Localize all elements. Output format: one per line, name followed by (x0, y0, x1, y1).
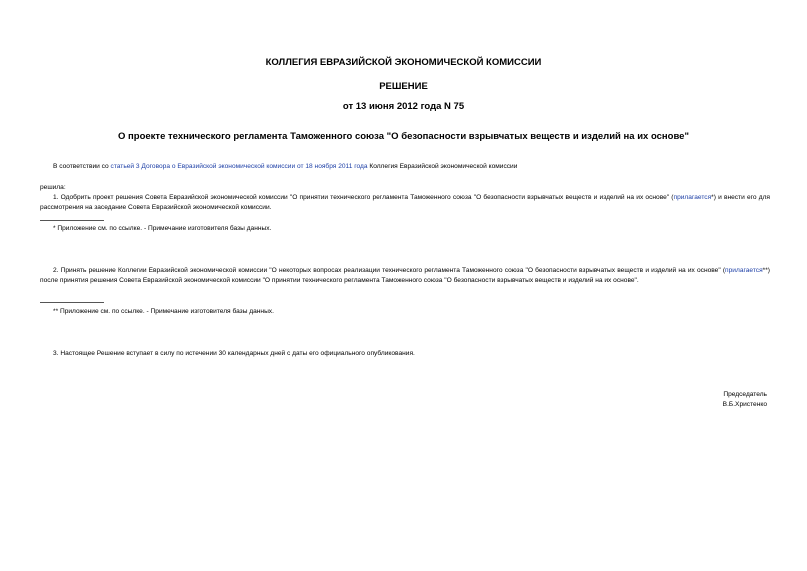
item-1-text-before: 1. Одобрить проект решения Совета Евразийской экономической комиссии "О принятии технического регламента Таможенного союза "О безопасности взрывчатых веществ и изделий на их основе" ( (53, 194, 674, 201)
item-2-text-after: **) после принятия решения Совета Евразийской экономической комиссии "О принятии технического регламента Таможенного союза "О безопасности взрывчатых веществ и изделий на их основе". (40, 267, 770, 284)
footnote-1: * Приложение см. по ссылке. - Примечание изготовителя базы данных. (53, 225, 272, 232)
footnote-2-divider (40, 302, 104, 303)
signature-position: Председатель (723, 391, 767, 398)
document-subject: О проекте технического регламента Таможенного союза "О безопасности взрывчатых веществ и изделий на их основе" (118, 131, 689, 142)
footnote-1-divider (40, 220, 104, 221)
item-2-text-before: 2. Принять решение Коллегии Евразийской экономической комиссии "О некоторых вопросах реализации технического регламента Таможенного союза "О безопасности взрывчатых веществ и изделий на их основе" ( (53, 267, 726, 274)
footnote-2: ** Приложение см. по ссылке. - Примечание изготовителя базы данных. (53, 308, 274, 315)
item-1-text-after: *) и внести его для рассмотрения на заседание Совета Евразийской экономической комиссии. (40, 194, 770, 211)
document-type: РЕШЕНИЕ (379, 81, 428, 92)
decided-label: решила: (40, 184, 66, 191)
preamble-text-after: Коллегия Евразийской экономической комиссии (367, 163, 518, 170)
item-1-link[interactable]: прилагается (673, 194, 712, 201)
preamble (53, 162, 517, 172)
item-3: 3. Настоящее Решение вступает в силу по истечении 30 календарных дней с даты его официального опубликования. (53, 350, 415, 357)
preamble-text-before: В соответствии со (53, 163, 111, 170)
preamble-link[interactable]: статьей 3 Договора о Евразийской экономической комиссии от 18 ноября 2011 года (110, 163, 368, 170)
item-2-link[interactable]: прилагается (725, 267, 763, 274)
document-date: от 13 июня 2012 года N 75 (342, 101, 465, 112)
signature-name: В.Б.Христенко (722, 401, 767, 408)
document-issuer: КОЛЛЕГИЯ ЕВРАЗИЙСКОЙ ЭКОНОМИЧЕСКОЙ КОМИССИИ (265, 57, 542, 68)
item-1 (40, 193, 770, 212)
item-2 (40, 266, 770, 285)
